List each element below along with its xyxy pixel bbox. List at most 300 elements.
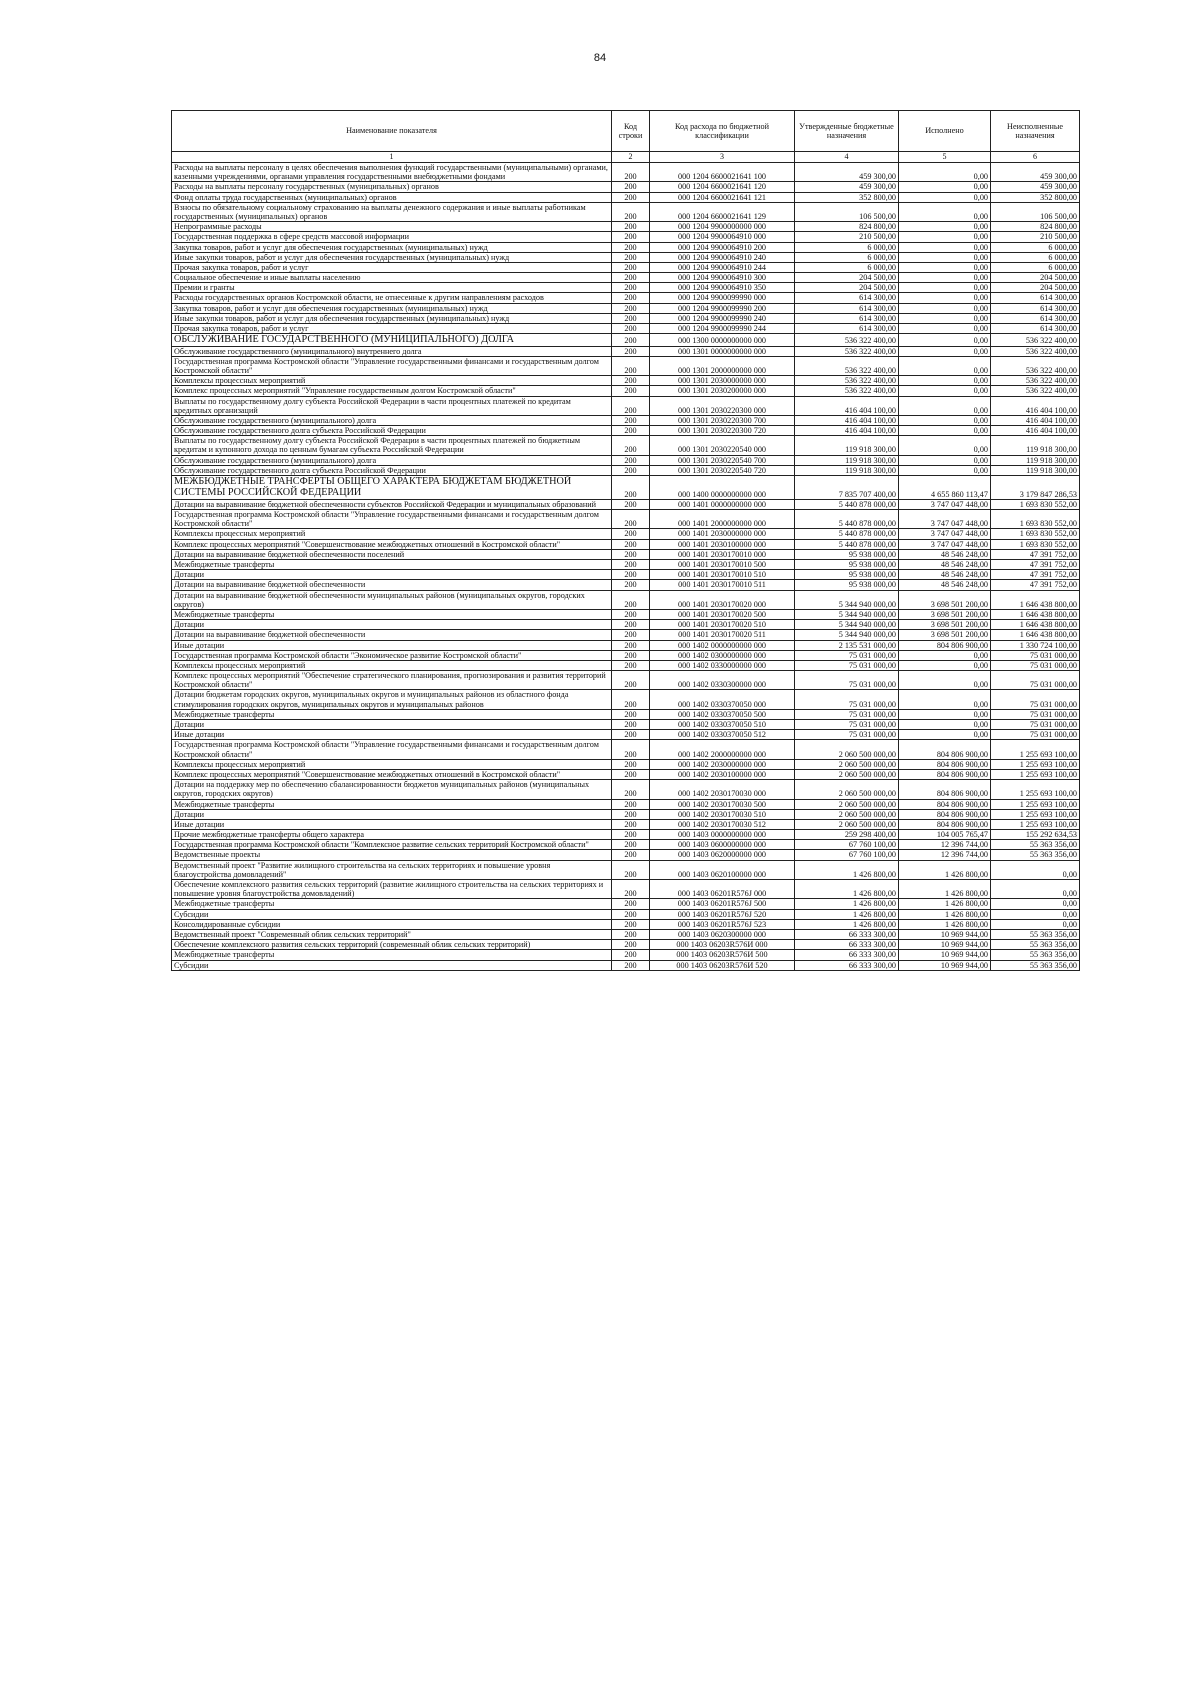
table-row: [172, 192, 1080, 202]
row-name: Комплексы процессных мероприятий: [172, 376, 612, 386]
row-executed: 3 698 501 200,00: [899, 630, 991, 640]
row-approved: 536 322 400,00: [795, 334, 899, 346]
row-executed: 0,00: [899, 690, 991, 709]
row-name: Обслуживание государственного (муниципального) внутреннего долга: [172, 346, 612, 356]
row-name: Межбюджетные трансферты: [172, 950, 612, 960]
row-expense-code: 000 1204 9900099990 200: [650, 303, 795, 313]
row-unexecuted: 536 322 400,00: [991, 356, 1080, 375]
row-expense-code: 000 1401 2030170020 510: [650, 620, 795, 630]
row-approved: 614 300,00: [795, 303, 899, 313]
row-expense-code: 000 1301 2030220300 720: [650, 426, 795, 436]
row-approved: 5 440 878 000,00: [795, 510, 899, 529]
row-name: Дотации на выравнивание бюджетной обеспеченности муниципальных районов (муниципальных округов, городских округов): [172, 590, 612, 609]
row-approved: 119 918 300,00: [795, 455, 899, 465]
row-executed: 0,00: [899, 293, 991, 303]
row-expense-code: 000 1401 2030000000 000: [650, 529, 795, 539]
row-approved: 536 322 400,00: [795, 386, 899, 396]
table-row: [172, 539, 1080, 549]
table-row: [172, 940, 1080, 950]
row-expense-code: 000 1403 06201R576J 520: [650, 909, 795, 919]
table-row: [172, 919, 1080, 929]
table-row: [172, 222, 1080, 232]
row-expense-code: 000 1403 0620000000 000: [650, 850, 795, 860]
row-approved: 416 404 100,00: [795, 396, 899, 415]
row-name: Межбюджетные трансферты: [172, 709, 612, 719]
row-approved: 75 031 000,00: [795, 650, 899, 660]
table-row: [172, 510, 1080, 529]
row-line-code: 200: [612, 529, 650, 539]
row-name: Комплексы процессных мероприятий: [172, 660, 612, 670]
row-approved: 614 300,00: [795, 313, 899, 323]
table-row: [172, 202, 1080, 221]
row-executed: 0,00: [899, 262, 991, 272]
row-executed: 0,00: [899, 242, 991, 252]
row-line-code: 200: [612, 620, 650, 630]
row-name: ОБСЛУЖИВАНИЕ ГОСУДАРСТВЕННОГО (МУНИЦИПАЛЬНОГО) ДОЛГА: [172, 334, 612, 346]
row-approved: 66 333 300,00: [795, 950, 899, 960]
row-line-code: 200: [612, 759, 650, 769]
row-line-code: 200: [612, 499, 650, 509]
row-line-code: 200: [612, 799, 650, 809]
row-name: Ведомственный проект "Развитие жилищного строительства на сельских территориях и повышение уровня благоустройства домовладений": [172, 860, 612, 879]
row-name: Расходы на выплаты персоналу в целях обеспечения выполнения функций государственными (муниципальными) органами, казенными учреждениями, органами управления государственными внебюджетными фондами: [172, 163, 612, 182]
row-expense-code: 000 1204 9900064910 300: [650, 273, 795, 283]
row-unexecuted: 1 693 830 552,00: [991, 499, 1080, 509]
row-approved: 2 060 500 000,00: [795, 780, 899, 799]
table-row: [172, 929, 1080, 939]
row-expense-code: 000 1402 0300000000 000: [650, 650, 795, 660]
row-line-code: 200: [612, 476, 650, 500]
row-line-code: 200: [612, 660, 650, 670]
row-line-code: 200: [612, 283, 650, 293]
row-name: Социальное обеспечение и иные выплаты населению: [172, 273, 612, 283]
row-executed: 10 969 944,00: [899, 940, 991, 950]
row-executed: 3 698 501 200,00: [899, 620, 991, 630]
row-approved: 614 300,00: [795, 293, 899, 303]
row-executed: 1 426 800,00: [899, 899, 991, 909]
row-expense-code: 000 1204 9900064910 000: [650, 232, 795, 242]
row-unexecuted: 119 918 300,00: [991, 455, 1080, 465]
row-line-code: 200: [612, 334, 650, 346]
table-row: [172, 799, 1080, 809]
row-name: Государственная программа Костромской области "Управление государственными финансами и государственным долгом Костромской области": [172, 740, 612, 759]
row-name: Дотации на выравнивание бюджетной обеспеченности: [172, 580, 612, 590]
row-expense-code: 000 1403 06203R576И 520: [650, 960, 795, 970]
row-expense-code: 000 1402 0330370050 510: [650, 720, 795, 730]
table-row: [172, 465, 1080, 475]
row-unexecuted: 0,00: [991, 919, 1080, 929]
row-line-code: 200: [612, 850, 650, 860]
row-line-code: 200: [612, 780, 650, 799]
row-name: Прочие межбюджетные трансферты общего характера: [172, 830, 612, 840]
row-line-code: 200: [612, 262, 650, 272]
row-expense-code: 000 1401 2030170010 511: [650, 580, 795, 590]
row-line-code: 200: [612, 740, 650, 759]
row-name: Закупка товаров, работ и услуг для обеспечения государственных (муниципальных) нужд: [172, 242, 612, 252]
row-unexecuted: 1 646 438 800,00: [991, 630, 1080, 640]
row-name: Государственная программа Костромской области "Управление государственными финансами и государственным долгом Костромской области": [172, 356, 612, 375]
table-row: [172, 709, 1080, 719]
row-executed: 48 546 248,00: [899, 549, 991, 559]
row-line-code: 200: [612, 202, 650, 221]
row-unexecuted: 106 500,00: [991, 202, 1080, 221]
row-name: Дотации на выравнивание бюджетной обеспеченности: [172, 630, 612, 640]
row-approved: 204 500,00: [795, 283, 899, 293]
row-expense-code: 000 1301 2030220540 720: [650, 465, 795, 475]
row-unexecuted: 1 693 830 552,00: [991, 529, 1080, 539]
column-header-expense-code: Код расхода по бюджетной классификации: [650, 111, 795, 152]
row-line-code: 200: [612, 919, 650, 929]
row-line-code: 200: [612, 590, 650, 609]
row-approved: 95 938 000,00: [795, 560, 899, 570]
row-expense-code: 000 1401 2030100000 000: [650, 539, 795, 549]
row-line-code: 200: [612, 609, 650, 619]
row-name: Межбюджетные трансферты: [172, 899, 612, 909]
row-expense-code: 000 1204 6600021641 129: [650, 202, 795, 221]
row-unexecuted: 47 391 752,00: [991, 580, 1080, 590]
column-number: 1: [172, 152, 612, 163]
row-expense-code: 000 1204 9900099990 240: [650, 313, 795, 323]
row-unexecuted: 75 031 000,00: [991, 671, 1080, 690]
table-row: [172, 356, 1080, 375]
row-expense-code: 000 1204 9900000000 000: [650, 222, 795, 232]
row-name: Закупка товаров, работ и услуг для обеспечения государственных (муниципальных) нужд: [172, 303, 612, 313]
table-row: [172, 303, 1080, 313]
row-approved: 5 440 878 000,00: [795, 539, 899, 549]
row-expense-code: 000 1402 2030000000 000: [650, 759, 795, 769]
row-expense-code: 000 1402 2030170030 512: [650, 819, 795, 829]
column-number: 3: [650, 152, 795, 163]
table-row: [172, 830, 1080, 840]
row-approved: 95 938 000,00: [795, 570, 899, 580]
row-name: Обслуживание государственного долга субъекта Российской Федерации: [172, 426, 612, 436]
row-executed: 0,00: [899, 303, 991, 313]
row-name: Дотации на выравнивание бюджетной обеспеченности субъектов Российской Федерации и муниципальных образований: [172, 499, 612, 509]
row-unexecuted: 459 300,00: [991, 182, 1080, 192]
row-line-code: 200: [612, 830, 650, 840]
row-approved: 259 298 400,00: [795, 830, 899, 840]
table-row: [172, 809, 1080, 819]
row-line-code: 200: [612, 182, 650, 192]
column-header-line-code: Код строки: [612, 111, 650, 152]
table-row: [172, 436, 1080, 455]
table-row: [172, 909, 1080, 919]
column-number: 4: [795, 152, 899, 163]
row-approved: 1 426 800,00: [795, 909, 899, 919]
table-row: [172, 455, 1080, 465]
row-name: Субсидии: [172, 960, 612, 970]
row-unexecuted: 536 322 400,00: [991, 376, 1080, 386]
row-executed: 0,00: [899, 324, 991, 334]
row-executed: 0,00: [899, 192, 991, 202]
row-approved: 6 000,00: [795, 252, 899, 262]
row-expense-code: 000 1401 0000000000 000: [650, 499, 795, 509]
row-line-code: 200: [612, 650, 650, 660]
row-expense-code: 000 1301 0000000000 000: [650, 346, 795, 356]
row-approved: 536 322 400,00: [795, 346, 899, 356]
row-unexecuted: 47 391 752,00: [991, 570, 1080, 580]
row-expense-code: 000 1204 9900064910 350: [650, 283, 795, 293]
row-executed: 0,00: [899, 356, 991, 375]
row-unexecuted: 47 391 752,00: [991, 549, 1080, 559]
row-name: Дотации бюджетам городских округов, муниципальных округов и муниципальных районов из областного фонда стимулирования городских округов, муниципальных округов и муниципальных районов: [172, 690, 612, 709]
row-line-code: 200: [612, 313, 650, 323]
row-line-code: 200: [612, 880, 650, 899]
row-approved: 119 918 300,00: [795, 465, 899, 475]
row-line-code: 200: [612, 324, 650, 334]
row-line-code: 200: [612, 293, 650, 303]
row-line-code: 200: [612, 465, 650, 475]
row-unexecuted: 1 693 830 552,00: [991, 510, 1080, 529]
row-line-code: 200: [612, 273, 650, 283]
row-approved: 536 322 400,00: [795, 356, 899, 375]
row-name: Иные дотации: [172, 730, 612, 740]
row-expense-code: 000 1401 2030170010 510: [650, 570, 795, 580]
row-expense-code: 000 1301 2000000000 000: [650, 356, 795, 375]
row-unexecuted: 824 800,00: [991, 222, 1080, 232]
table-row: [172, 570, 1080, 580]
row-name: Межбюджетные трансферты: [172, 799, 612, 809]
row-executed: 0,00: [899, 232, 991, 242]
row-name: Субсидии: [172, 909, 612, 919]
row-line-code: 200: [612, 730, 650, 740]
row-name: МЕЖБЮДЖЕТНЫЕ ТРАНСФЕРТЫ ОБЩЕГО ХАРАКТЕРА БЮДЖЕТАМ БЮДЖЕТНОЙ СИСТЕМЫ РОССИЙСКОЙ ФЕДЕРАЦИИ: [172, 476, 612, 500]
row-name: Иные дотации: [172, 640, 612, 650]
row-line-code: 200: [612, 909, 650, 919]
row-line-code: 200: [612, 356, 650, 375]
row-approved: 75 031 000,00: [795, 709, 899, 719]
row-name: Обслуживание государственного (муниципального) долга: [172, 455, 612, 465]
row-line-code: 200: [612, 539, 650, 549]
row-unexecuted: 1 255 693 100,00: [991, 819, 1080, 829]
table-row: [172, 273, 1080, 283]
page-number: 84: [593, 52, 607, 64]
row-expense-code: 000 1402 2030100000 000: [650, 769, 795, 779]
table-row: [172, 840, 1080, 850]
table-row: [172, 334, 1080, 346]
row-executed: 0,00: [899, 671, 991, 690]
row-name: Обслуживание государственного долга субъекта Российской Федерации: [172, 465, 612, 475]
row-name: Комплекс процессных мероприятий "Совершенствование межбюджетных отношений в Костромской области": [172, 539, 612, 549]
row-line-code: 200: [612, 950, 650, 960]
table-row: [172, 232, 1080, 242]
row-unexecuted: 1 255 693 100,00: [991, 799, 1080, 809]
row-expense-code: 000 1401 2030170020 511: [650, 630, 795, 640]
row-executed: 0,00: [899, 376, 991, 386]
row-unexecuted: 614 300,00: [991, 293, 1080, 303]
row-unexecuted: 55 363 356,00: [991, 929, 1080, 939]
row-approved: 2 135 531 000,00: [795, 640, 899, 650]
table-row: [172, 283, 1080, 293]
row-approved: 5 440 878 000,00: [795, 499, 899, 509]
table-row: [172, 640, 1080, 650]
row-name: Дотации: [172, 570, 612, 580]
row-approved: 119 918 300,00: [795, 436, 899, 455]
column-number-row: [172, 152, 1080, 163]
table-row: [172, 346, 1080, 356]
row-approved: 536 322 400,00: [795, 376, 899, 386]
table-row: [172, 163, 1080, 182]
row-expense-code: 000 1403 0000000000 000: [650, 830, 795, 840]
row-name: Иные закупки товаров, работ и услуг для обеспечения государственных (муниципальных) нужд: [172, 313, 612, 323]
table-row: [172, 660, 1080, 670]
row-executed: 804 806 900,00: [899, 759, 991, 769]
row-approved: 2 060 500 000,00: [795, 769, 899, 779]
table-row: [172, 630, 1080, 640]
table-row: [172, 549, 1080, 559]
row-executed: 0,00: [899, 222, 991, 232]
column-number: 6: [991, 152, 1080, 163]
table-row: [172, 262, 1080, 272]
row-approved: 5 440 878 000,00: [795, 529, 899, 539]
row-executed: 10 969 944,00: [899, 950, 991, 960]
row-approved: 66 333 300,00: [795, 929, 899, 939]
row-name: Комплексы процессных мероприятий: [172, 529, 612, 539]
row-name: Выплаты по государственному долгу субъекта Российской Федерации в части процентных платежей по бюджетным кредитам и купонного дохода по ценным бумагам субъекта Российской Федерации: [172, 436, 612, 455]
row-approved: 1 426 800,00: [795, 860, 899, 879]
row-name: Ведомственные проекты: [172, 850, 612, 860]
row-name: Дотации на выравнивание бюджетной обеспеченности поселений: [172, 549, 612, 559]
table-row: [172, 426, 1080, 436]
row-unexecuted: 75 031 000,00: [991, 660, 1080, 670]
row-line-code: 200: [612, 163, 650, 182]
row-expense-code: 000 1204 6600021641 121: [650, 192, 795, 202]
row-expense-code: 000 1402 2030170030 500: [650, 799, 795, 809]
row-expense-code: 000 1403 06201R576J 000: [650, 880, 795, 899]
row-expense-code: 000 1300 0000000000 000: [650, 334, 795, 346]
row-unexecuted: 75 031 000,00: [991, 650, 1080, 660]
row-expense-code: 000 1401 2030170010 000: [650, 549, 795, 559]
row-executed: 804 806 900,00: [899, 819, 991, 829]
row-unexecuted: 75 031 000,00: [991, 730, 1080, 740]
row-name: Межбюджетные трансферты: [172, 609, 612, 619]
row-name: Ведомственный проект "Современный облик сельских территорий": [172, 929, 612, 939]
row-unexecuted: 0,00: [991, 880, 1080, 899]
table-row: [172, 242, 1080, 252]
row-line-code: 200: [612, 549, 650, 559]
row-name: Премии и гранты: [172, 283, 612, 293]
row-executed: 12 396 744,00: [899, 850, 991, 860]
table-row: [172, 415, 1080, 425]
row-name: Консолидированные субсидии: [172, 919, 612, 929]
row-unexecuted: 1 646 438 800,00: [991, 609, 1080, 619]
row-expense-code: 000 1204 6600021641 120: [650, 182, 795, 192]
row-unexecuted: 352 800,00: [991, 192, 1080, 202]
row-executed: 804 806 900,00: [899, 740, 991, 759]
table-row: [172, 252, 1080, 262]
row-name: Межбюджетные трансферты: [172, 560, 612, 570]
row-approved: 1 426 800,00: [795, 899, 899, 909]
row-expense-code: 000 1403 06203R576И 000: [650, 940, 795, 950]
row-unexecuted: 614 300,00: [991, 313, 1080, 323]
row-executed: 804 806 900,00: [899, 640, 991, 650]
row-line-code: 200: [612, 232, 650, 242]
row-approved: 95 938 000,00: [795, 549, 899, 559]
row-line-code: 200: [612, 769, 650, 779]
column-header-name: Наименование показателя: [172, 111, 612, 152]
column-header-unexecuted: Неисполненные назначения: [991, 111, 1080, 152]
row-approved: 7 835 707 400,00: [795, 476, 899, 500]
row-line-code: 200: [612, 929, 650, 939]
row-unexecuted: 416 404 100,00: [991, 396, 1080, 415]
row-executed: 0,00: [899, 163, 991, 182]
row-expense-code: 000 1403 06201R576J 523: [650, 919, 795, 929]
row-approved: 106 500,00: [795, 202, 899, 221]
table-row: [172, 293, 1080, 303]
row-executed: 0,00: [899, 720, 991, 730]
row-expense-code: 000 1204 9900064910 240: [650, 252, 795, 262]
row-name: Обеспечение комплексного развития сельских территорий (развитие жилищного строительства на сельских территориях и повышение уровня благоустройства домовладений): [172, 880, 612, 899]
row-executed: 1 426 800,00: [899, 919, 991, 929]
row-unexecuted: 536 322 400,00: [991, 386, 1080, 396]
row-line-code: 200: [612, 840, 650, 850]
row-name: Дотации: [172, 809, 612, 819]
row-line-code: 200: [612, 510, 650, 529]
row-line-code: 200: [612, 455, 650, 465]
row-line-code: 200: [612, 560, 650, 570]
row-approved: 459 300,00: [795, 182, 899, 192]
table-row: [172, 899, 1080, 909]
row-approved: 2 060 500 000,00: [795, 809, 899, 819]
table-row: [172, 376, 1080, 386]
table-row: [172, 769, 1080, 779]
row-name: Расходы на выплаты персоналу государственных (муниципальных) органов: [172, 182, 612, 192]
row-approved: 352 800,00: [795, 192, 899, 202]
table-row: [172, 529, 1080, 539]
table-row: [172, 720, 1080, 730]
row-executed: 1 426 800,00: [899, 880, 991, 899]
row-executed: 4 655 860 113,47: [899, 476, 991, 500]
row-executed: 0,00: [899, 396, 991, 415]
row-unexecuted: 119 918 300,00: [991, 436, 1080, 455]
row-unexecuted: 3 179 847 286,53: [991, 476, 1080, 500]
row-name: Комплексы процессных мероприятий: [172, 759, 612, 769]
row-executed: 1 426 800,00: [899, 860, 991, 879]
row-approved: 2 060 500 000,00: [795, 759, 899, 769]
row-unexecuted: 6 000,00: [991, 242, 1080, 252]
row-executed: 0,00: [899, 252, 991, 262]
row-approved: 5 344 940 000,00: [795, 620, 899, 630]
row-line-code: 200: [612, 580, 650, 590]
row-executed: 0,00: [899, 202, 991, 221]
row-line-code: 200: [612, 709, 650, 719]
row-executed: 0,00: [899, 386, 991, 396]
row-approved: 614 300,00: [795, 324, 899, 334]
row-executed: 0,00: [899, 283, 991, 293]
row-name: Непрограммные расходы: [172, 222, 612, 232]
row-executed: 0,00: [899, 436, 991, 455]
row-approved: 1 426 800,00: [795, 919, 899, 929]
row-line-code: 200: [612, 899, 650, 909]
row-line-code: 200: [612, 809, 650, 819]
row-unexecuted: 55 363 356,00: [991, 940, 1080, 950]
row-expense-code: 000 1301 2030220540 000: [650, 436, 795, 455]
row-executed: 0,00: [899, 730, 991, 740]
budget-execution-table: [171, 110, 1080, 971]
row-executed: 804 806 900,00: [899, 769, 991, 779]
column-header-executed: Исполнено: [899, 111, 991, 152]
row-name: Государственная программа Костромской области "Экономическое развитие Костромской области": [172, 650, 612, 660]
table-row: [172, 850, 1080, 860]
row-approved: 1 426 800,00: [795, 880, 899, 899]
table-row: [172, 819, 1080, 829]
row-expense-code: 000 1403 06203R576И 500: [650, 950, 795, 960]
row-unexecuted: 75 031 000,00: [991, 690, 1080, 709]
row-executed: 48 546 248,00: [899, 560, 991, 570]
row-line-code: 200: [612, 222, 650, 232]
table-row: [172, 609, 1080, 619]
row-executed: 0,00: [899, 334, 991, 346]
